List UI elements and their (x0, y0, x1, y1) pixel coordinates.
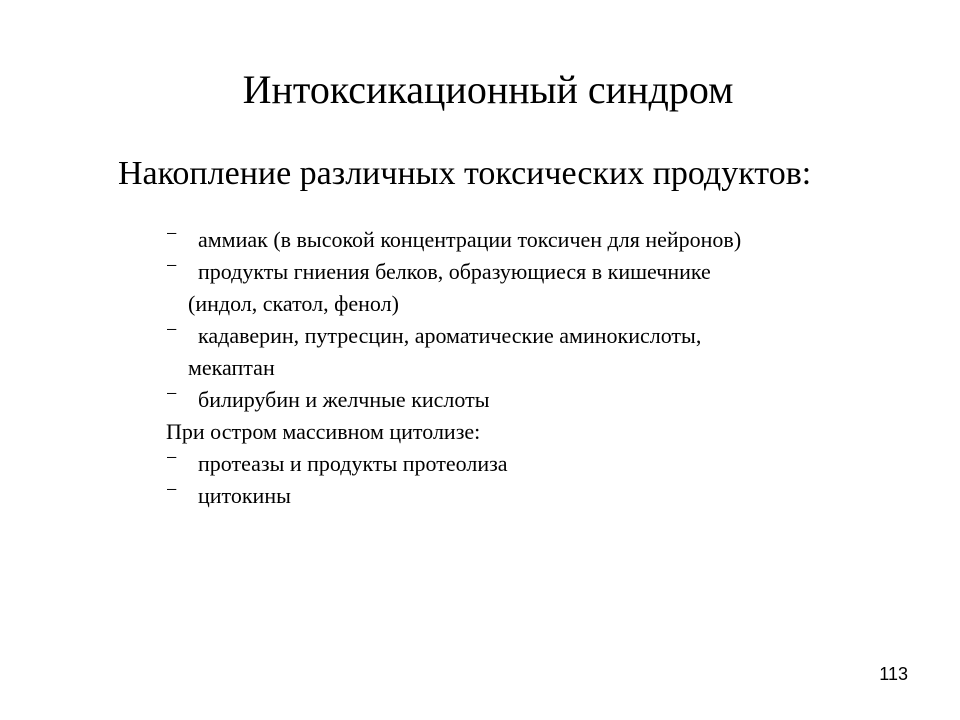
content-list (166, 224, 906, 512)
dash-bullet: − (166, 447, 178, 469)
section-heading (166, 416, 906, 448)
dash-bullet: − (166, 479, 178, 501)
list-item-text: аммиак (в высокой концентрации токсичен для нейронов) (198, 227, 742, 252)
list-item-text: протеазы и продукты протеолиза (198, 451, 508, 476)
list-item (166, 448, 906, 480)
list-item-text: продукты гниения белков, образующиеся в кишечнике (198, 259, 711, 284)
list-item (166, 256, 906, 288)
list-item-text: мекаптан (188, 355, 275, 380)
dash-bullet: − (166, 223, 178, 245)
list-item-text: цитокины (198, 483, 291, 508)
dash-bullet: − (166, 255, 178, 277)
list-item (166, 480, 906, 512)
list-item-text: кадаверин, путресцин, ароматические аминокислоты, (198, 323, 702, 348)
list-item-text: (индол, скатол, фенол) (188, 291, 399, 316)
section-heading-text: При остром массивном цитолизе: (166, 419, 481, 444)
slide-title: Интоксикационный синдром (242, 67, 734, 112)
list-item (166, 320, 906, 352)
dash-bullet: − (166, 319, 178, 341)
dash-bullet: − (166, 383, 178, 405)
slide-subtitle: Накопление различных токсических продуктов: (118, 155, 812, 192)
list-item-continuation (166, 288, 906, 320)
list-item (166, 224, 906, 256)
list-item-text: билирубин и желчные кислоты (198, 387, 490, 412)
list-item (166, 384, 906, 416)
page-number: 113 (879, 664, 908, 684)
list-item-continuation (166, 352, 906, 384)
